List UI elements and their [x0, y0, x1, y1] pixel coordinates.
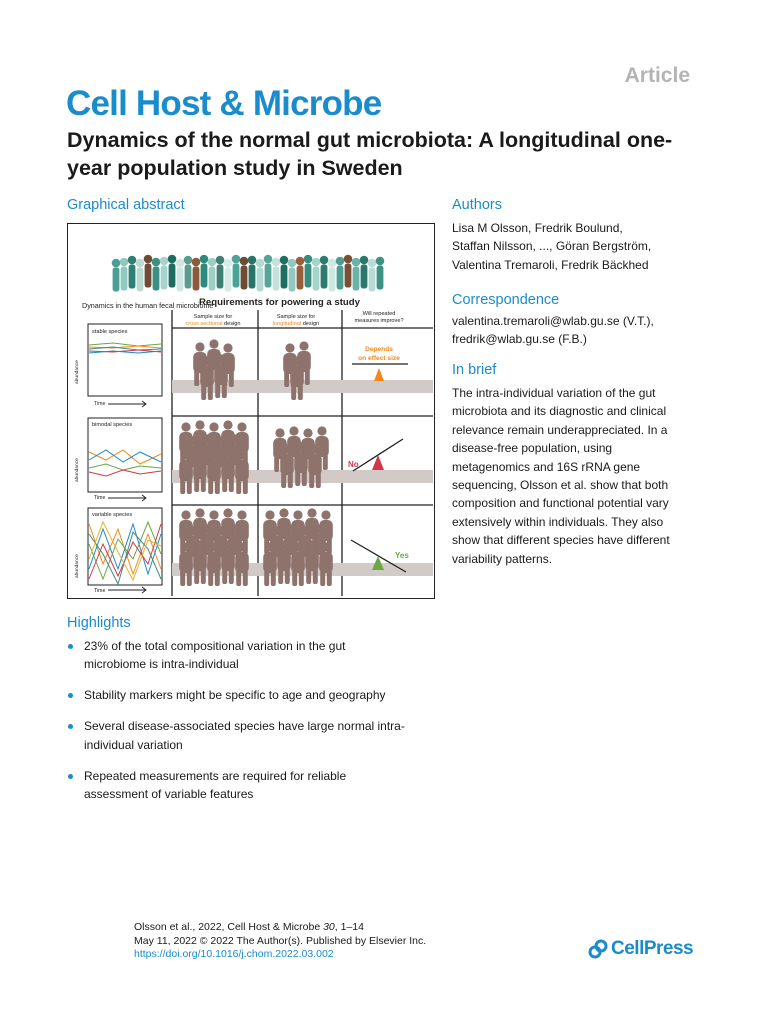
- in-brief-line: sequencing, Olsson et al. show that both: [452, 478, 669, 493]
- bullet-icon: [68, 644, 73, 649]
- bullet-icon: [68, 774, 73, 779]
- correspondence-heading: Correspondence: [452, 292, 560, 308]
- in-brief-line: composition and functional potential vary: [452, 496, 669, 511]
- correspondence-emails: [452, 312, 722, 349]
- stable-axis-x: Time: [94, 401, 106, 407]
- doi-link[interactable]: https://doi.org/10.1016/j.chom.2022.03.002: [134, 948, 334, 961]
- stable-species-label: stable species: [92, 329, 128, 335]
- citation-volume: 30: [323, 921, 335, 933]
- in-brief-text: [452, 384, 724, 568]
- cellpress-icon: [588, 939, 608, 959]
- in-brief-heading: In brief: [452, 362, 497, 378]
- paper-title: Dynamics of the normal gut microbiota: A longitudinal one-year population study in Sweden: [67, 128, 673, 180]
- citation-footer: [134, 921, 426, 962]
- in-brief-line: relevance remain underappreciated. In a: [452, 422, 668, 437]
- authors-line: Staffan Nilsson, ..., Göran Bergström,: [452, 239, 652, 254]
- citation-pages: , 1–14: [334, 921, 364, 933]
- cellpress-logo: [588, 938, 693, 960]
- variable-axis-x: Time: [94, 588, 106, 594]
- cellpress-wordmark: CellPress: [611, 938, 694, 959]
- highlights-heading: Highlights: [67, 615, 131, 631]
- correspondence-email-backhed[interactable]: fredrik@wlab.gu.se (F.B.): [452, 332, 587, 347]
- graphical-abstract-figure: [67, 223, 435, 599]
- variable-species-label: variable species: [92, 512, 133, 518]
- highlight-item: [67, 686, 447, 704]
- col-cross-header-2: [185, 321, 240, 327]
- date-copyright-line: May 11, 2022 © 2022 The Author(s). Published by Elsevier Inc.: [134, 934, 427, 947]
- highlight-item: [67, 767, 447, 804]
- answer-depends-line1: Depends: [365, 346, 393, 353]
- col-cross-header-em: cross sectional: [185, 321, 223, 327]
- highlight-line: individual variation: [84, 737, 183, 752]
- variable-axis-y: abundance: [75, 554, 80, 578]
- in-brief-line: show that different species have different: [452, 533, 670, 548]
- bimodal-species-chart: [74, 418, 162, 501]
- highlight-line: microbiome is intra-individual: [84, 657, 239, 672]
- col-long-header-design: design: [302, 321, 320, 327]
- answer-no-label: No: [348, 460, 359, 469]
- journal-title: Cell Host & Microbe: [66, 84, 382, 123]
- col-long-header-em: longitudinal: [272, 321, 302, 327]
- col-repeat-header-1: Will repeated: [362, 311, 396, 317]
- answer-depends: [352, 346, 408, 381]
- highlight-item: [67, 717, 447, 754]
- in-brief-line: microbiota and its diagnostic and clinical: [452, 404, 667, 419]
- authors-line: Lisa M Olsson, Fredrik Boulund,: [452, 221, 623, 235]
- answer-depends-line2: on effect size: [358, 355, 400, 362]
- crowd-illustration: [112, 255, 385, 292]
- authors-list: [452, 219, 722, 274]
- col-long-header-1: Sample size for: [276, 314, 316, 320]
- col-long-header-2: [273, 321, 319, 327]
- highlights-list: [67, 637, 447, 816]
- citation-prefix: Olsson et al., 2022, Cell Host & Microbe: [134, 921, 324, 933]
- article-type-label: Article: [624, 64, 690, 87]
- graphical-abstract-heading: Graphical abstract: [67, 197, 185, 213]
- in-brief-line: disease-free population, using: [452, 441, 613, 456]
- graphical-abstract-svg: [68, 224, 433, 597]
- stable-axis-y: abundance: [75, 360, 80, 384]
- bullet-icon: [68, 724, 73, 729]
- col-cross-header-1: Sample size for: [193, 314, 233, 320]
- bullet-icon: [68, 693, 73, 698]
- stable-species-chart: [74, 324, 162, 407]
- col-repeat-header-2: measures improve?: [354, 318, 404, 324]
- bimodal-axis-x: Time: [94, 495, 106, 501]
- highlight-line: assessment of variable features: [84, 786, 254, 801]
- highlight-line: Several disease-associated species have large normal intra-: [84, 719, 405, 734]
- citation-line: [134, 921, 426, 935]
- in-brief-line: variability patterns.: [452, 551, 553, 566]
- in-brief-line: metagenomics and 16S rRNA gene: [452, 459, 641, 474]
- authors-heading: Authors: [452, 197, 502, 213]
- highlight-line: Repeated measurements are required for reliable: [84, 768, 347, 783]
- highlight-line: 23% of the total compositional variation in the gut: [84, 639, 346, 653]
- correspondence-email-tremaroli[interactable]: valentina.tremaroli@wlab.gu.se (V.T.),: [452, 314, 654, 328]
- panel-title: Requirements for powering a study: [199, 297, 360, 308]
- bimodal-species-label: bimodal species: [92, 422, 133, 428]
- highlight-line: Stability markers might be specific to age and geography: [84, 688, 386, 703]
- in-brief-line: extensively within individuals. They also: [452, 514, 664, 529]
- variable-species-chart: [74, 508, 162, 594]
- authors-line: Valentina Tremaroli, Fredrik Bäckhed: [452, 257, 649, 272]
- answer-no: [348, 439, 403, 471]
- bimodal-axis-y: abundance: [75, 458, 80, 482]
- left-panel-title-1: Dynamics in the human fecal microbiome: [82, 301, 214, 310]
- highlight-item: [67, 637, 447, 674]
- col-cross-header-design: design: [224, 321, 241, 327]
- answer-yes-label: Yes: [395, 551, 409, 560]
- in-brief-line: The intra-individual variation of the gut: [452, 386, 656, 400]
